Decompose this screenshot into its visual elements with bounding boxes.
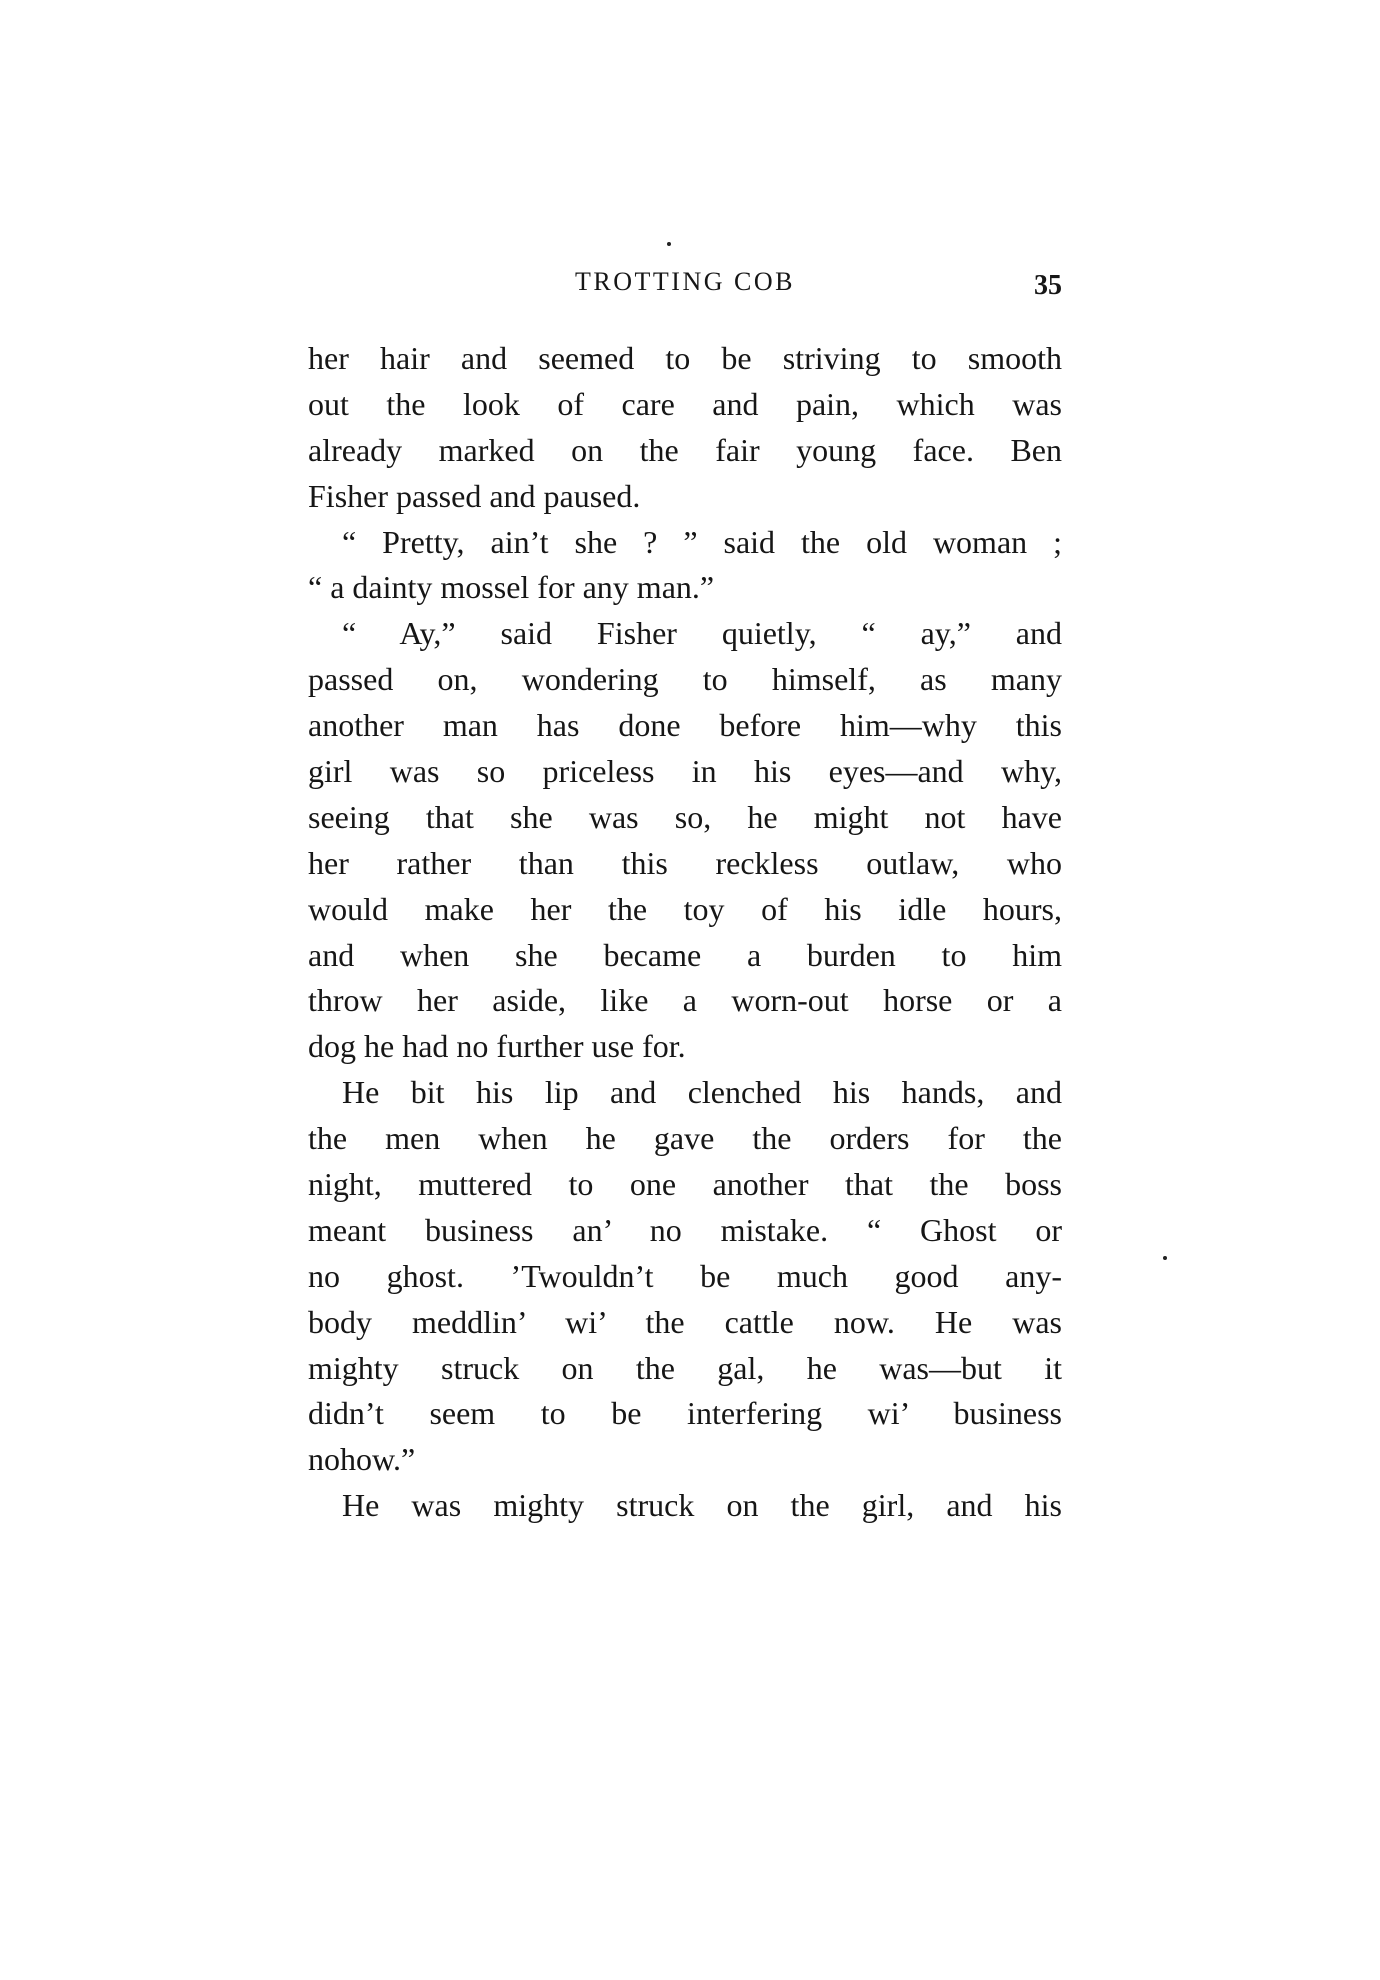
text-line: her rather than this reckless outlaw, who <box>308 844 1062 881</box>
text-line: her hair and seemed to be striving to smooth <box>308 340 1062 376</box>
text-line: another man has done before him—why this <box>308 707 1062 744</box>
text-line: “ a dainty mossel for any man.” <box>308 569 715 606</box>
body-text <box>308 336 1062 1529</box>
text-line: mighty struck on the gal, he was—but it <box>308 1349 1062 1386</box>
running-title: TROTTING COB <box>575 267 795 296</box>
text-line: already marked on the fair young face. Ben <box>308 431 1062 468</box>
text-line: didn’t seem to be interfering wi’ business <box>308 1395 1062 1432</box>
running-header <box>308 262 1062 302</box>
text-line: no ghost. ’Twouldn’t be much good any- <box>308 1257 1062 1294</box>
text-line: nohow.” <box>308 1441 416 1478</box>
text-line: out the look of care and pain, which was <box>308 385 1062 422</box>
text-line: the men when he gave the orders for the <box>308 1120 1062 1157</box>
text-line: girl was so priceless in his eyes—and why, <box>308 753 1062 790</box>
text-line: meant business an’ no mistake. “ Ghost or <box>308 1211 1062 1248</box>
text-line: seeing that she was so, he might not have <box>308 798 1062 835</box>
text-line: and when she became a burden to him <box>308 936 1062 973</box>
text-line: night, muttered to one another that the boss <box>308 1166 1062 1203</box>
text-line: “ Ay,” said Fisher quietly, “ ay,” and <box>342 615 1062 652</box>
text-line: dog he had no further use for. <box>308 1028 686 1065</box>
text-line: Fisher passed and paused. <box>308 477 641 514</box>
text-line: He bit his lip and clenched his hands, and <box>342 1074 1062 1111</box>
text-line: “ Pretty, ain’t she ? ” said the old woman ; <box>342 523 1062 560</box>
print-speck <box>667 242 671 246</box>
text-line: would make her the toy of his idle hours, <box>308 890 1062 927</box>
print-speck <box>1163 1256 1167 1260</box>
text-line: body meddlin’ wi’ the cattle now. He was <box>308 1303 1062 1340</box>
text-line: He was mighty struck on the girl, and his <box>342 1487 1062 1524</box>
text-line: throw her aside, like a worn-out horse or a <box>308 982 1062 1019</box>
page-number: 35 <box>1034 270 1062 301</box>
text-line: passed on, wondering to himself, as many <box>308 661 1062 698</box>
